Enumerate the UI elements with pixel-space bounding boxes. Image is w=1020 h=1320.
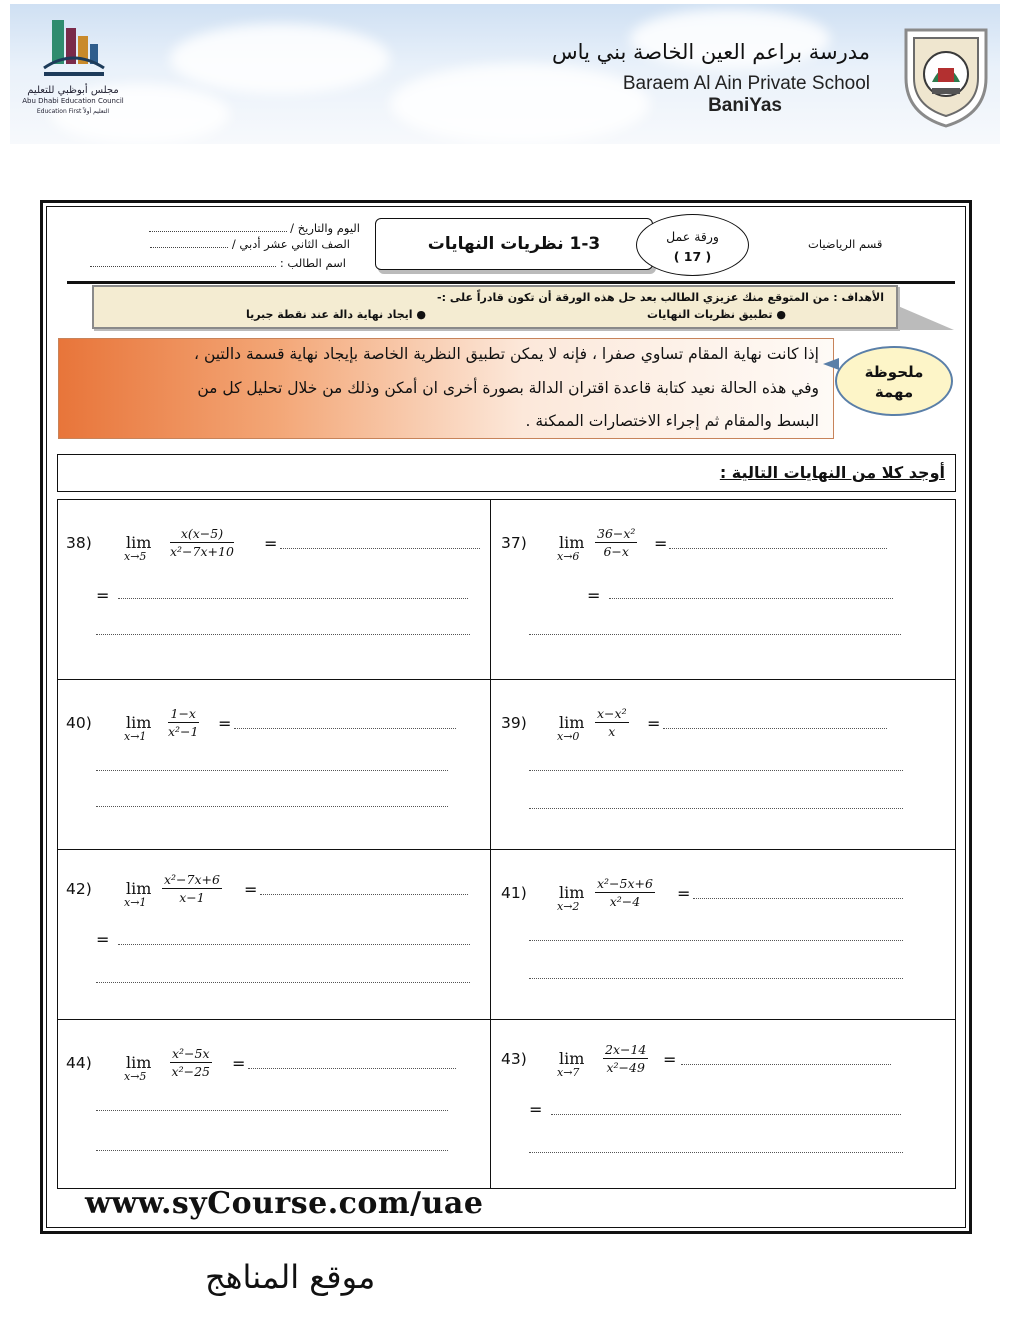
answer-line[interactable]: [96, 806, 448, 807]
answer-line[interactable]: [118, 598, 468, 599]
sheet-title: 1-3 نظريات النهايات: [375, 218, 653, 270]
council-logo: [18, 18, 128, 88]
goal-item-text: تطبيق نظريات النهايات: [647, 308, 773, 321]
problem-number: 43): [501, 1050, 527, 1068]
date-label: اليوم والتاريخ /: [290, 221, 360, 235]
limit-approach: x→1: [124, 896, 147, 909]
goals-decoration: [898, 306, 954, 330]
worksheet-label: ورقة عمل: [666, 229, 719, 244]
council-logo-icon: [38, 18, 108, 84]
denominator: x²−4: [609, 894, 641, 909]
limit-operator: [559, 1051, 584, 1079]
equals-sign: =: [96, 930, 110, 949]
worksheet-number: ( 17 ): [673, 249, 712, 264]
answer-line[interactable]: [96, 1110, 448, 1111]
grade-row: [110, 237, 350, 251]
date-row: [100, 221, 360, 235]
limit-operator: [559, 885, 584, 913]
note-line: وفي هذه الحالة نعيد كتابة قاعدة اقتران الدالة بصورة أخرى ان أمكن وذلك من خلال تحليل كل من: [197, 379, 819, 397]
numerator: x−x²: [597, 706, 627, 721]
school-name-ar: مدرسة براعم العين الخاصة بني ياس: [552, 40, 870, 64]
limit-operator: [126, 535, 151, 563]
equals-sign: =: [647, 714, 661, 733]
answer-line[interactable]: [234, 728, 456, 729]
answer-line[interactable]: [96, 1150, 448, 1151]
denominator: x−1: [179, 890, 205, 905]
answer-line[interactable]: [529, 770, 903, 771]
equals-sign: =: [264, 534, 278, 553]
equals-sign: =: [654, 534, 668, 553]
council-name-ar: مجلس أبوظبي للتعليم: [27, 85, 119, 96]
grade-label: الصف الثاني عشر أدبي /: [231, 237, 350, 251]
instruction-text: أوجد كلا من النهايات التالية :: [719, 463, 945, 482]
fraction: [162, 872, 222, 905]
student-row: [84, 256, 346, 270]
problem-number: 37): [501, 534, 527, 552]
note-label: [835, 346, 953, 416]
answer-line[interactable]: [260, 894, 468, 895]
council-name-en: Abu Dhabi Education Council: [22, 97, 124, 105]
answer-line[interactable]: [529, 1152, 903, 1153]
lim-text: lim: [126, 1053, 152, 1072]
answer-line[interactable]: [280, 548, 480, 549]
equals-sign: =: [529, 1100, 543, 1119]
answer-line[interactable]: [693, 898, 903, 899]
answer-line[interactable]: [669, 548, 887, 549]
problem-cell: [58, 500, 490, 679]
school-location: BaniYas: [708, 95, 782, 116]
denominator: 6−x: [603, 544, 629, 559]
footer-url[interactable]: www.syCourse.com/uae: [85, 1186, 484, 1221]
footer-site-name: موقع المناهج: [205, 1258, 376, 1296]
limit-approach: x→0: [557, 730, 580, 743]
limit-approach: x→2: [557, 900, 580, 913]
answer-line[interactable]: [248, 1068, 456, 1069]
problem-number: 44): [66, 1054, 92, 1072]
answer-line[interactable]: [529, 808, 903, 809]
problem-cell: [491, 680, 955, 849]
limit-operator: [126, 715, 151, 743]
limit-approach: x→1: [124, 730, 147, 743]
fraction: [595, 706, 629, 739]
lim-text: lim: [559, 713, 585, 732]
numerator: 1−x: [168, 706, 199, 723]
answer-line[interactable]: [529, 940, 903, 941]
problem-number: 40): [66, 714, 92, 732]
problem-cell: [58, 1020, 490, 1188]
numerator: x²−5x: [172, 1046, 210, 1061]
limit-approach: x→5: [124, 550, 147, 563]
problem-cell: [491, 1020, 955, 1188]
fraction: [170, 526, 234, 559]
school-name-en: Baraem Al Ain Private School: [622, 73, 870, 94]
limit-operator: [126, 1055, 151, 1083]
fraction: [603, 1042, 648, 1075]
fraction: [168, 706, 199, 739]
lim-text: lim: [559, 533, 585, 552]
answer-line[interactable]: [96, 770, 448, 771]
numerator: x²−7x+6: [164, 872, 220, 887]
department-label: قسم الرياضيات: [808, 237, 883, 251]
problem-number: 42): [66, 880, 92, 898]
denominator: x²−7x+10: [170, 544, 234, 559]
school-crest-icon: [902, 24, 990, 128]
numerator: 36−x²: [597, 526, 636, 541]
worksheet-badge: [636, 214, 749, 276]
problem-cell: [491, 850, 955, 1019]
council-tagline: Education First التعليم أولاً: [36, 108, 110, 115]
note-line: البسط والمقام ثم إجراء الاختصارات الممكنة .: [525, 412, 819, 430]
equals-sign: =: [677, 884, 691, 903]
fraction: [170, 1046, 212, 1079]
goal-item-text: ايجاد نهاية دالة عند نقطة جبريا: [245, 308, 413, 321]
answer-line[interactable]: [663, 728, 887, 729]
equals-sign: =: [218, 714, 232, 733]
fraction: [595, 526, 637, 559]
note-line: إذا كانت نهاية المقام تساوي صفرا ، فإنه لا يمكن تطبيق النظرية الخاصة بإيجاد نهاية قسمة دالتين ،: [194, 345, 819, 363]
header-divider: [67, 281, 955, 284]
equals-sign: =: [663, 1050, 677, 1069]
limit-approach: x→7: [557, 1066, 580, 1079]
answer-line[interactable]: [551, 1114, 901, 1115]
answer-line[interactable]: [96, 634, 470, 635]
denominator: x²−49: [606, 1060, 645, 1075]
limit-operator: [559, 715, 584, 743]
answer-line[interactable]: [609, 598, 893, 599]
goal-item: ● تطبيق نظريات النهايات: [647, 308, 786, 321]
denominator: x²−1: [168, 724, 199, 739]
problem-cell: [491, 500, 955, 679]
problem-number: 38): [66, 534, 92, 552]
school-crest: [902, 24, 990, 132]
goals-box: [92, 285, 898, 329]
equals-sign: =: [232, 1054, 246, 1073]
limit-approach: x→5: [124, 1070, 147, 1083]
problem-number: 39): [501, 714, 527, 732]
denominator: x²−25: [171, 1064, 210, 1079]
equals-sign: =: [96, 586, 110, 605]
goal-item: ● ايجاد نهاية دالة عند نقطة جبريا: [245, 308, 426, 321]
instruction-box: [57, 454, 956, 492]
problem-cell: [58, 850, 490, 1019]
problem-cell: [58, 680, 490, 849]
answer-line[interactable]: [96, 982, 470, 983]
student-label: اسم الطالب :: [279, 256, 346, 270]
limit-approach: x→6: [557, 550, 580, 563]
note-label-line2: مهمة: [874, 383, 914, 401]
limit-operator: [126, 881, 151, 909]
lim-text: lim: [126, 533, 152, 552]
equals-sign: =: [244, 880, 258, 899]
answer-line[interactable]: [529, 978, 903, 979]
denominator: x: [608, 724, 616, 739]
lim-text: lim: [559, 1049, 585, 1068]
lim-text: lim: [559, 883, 585, 902]
answer-line[interactable]: [681, 1064, 891, 1065]
lim-text: lim: [126, 879, 152, 898]
answer-line[interactable]: [118, 944, 470, 945]
problem-number: 41): [501, 884, 527, 902]
numerator: x(x−5): [170, 526, 234, 543]
goals-intro: الأهداف : من المتوقع منك عزيزي الطالب بعد حل هذه الورقة أن تكون قادراً على :-: [437, 291, 884, 304]
lim-text: lim: [126, 713, 152, 732]
fraction: [595, 876, 655, 909]
note-box: [58, 338, 834, 439]
numerator: 2x−14: [605, 1042, 647, 1057]
numerator: x²−5x+6: [597, 876, 653, 891]
answer-line[interactable]: [529, 634, 901, 635]
limit-operator: [559, 535, 584, 563]
equals-sign: =: [587, 586, 601, 605]
note-label-line1: ملحوظة: [864, 363, 924, 381]
